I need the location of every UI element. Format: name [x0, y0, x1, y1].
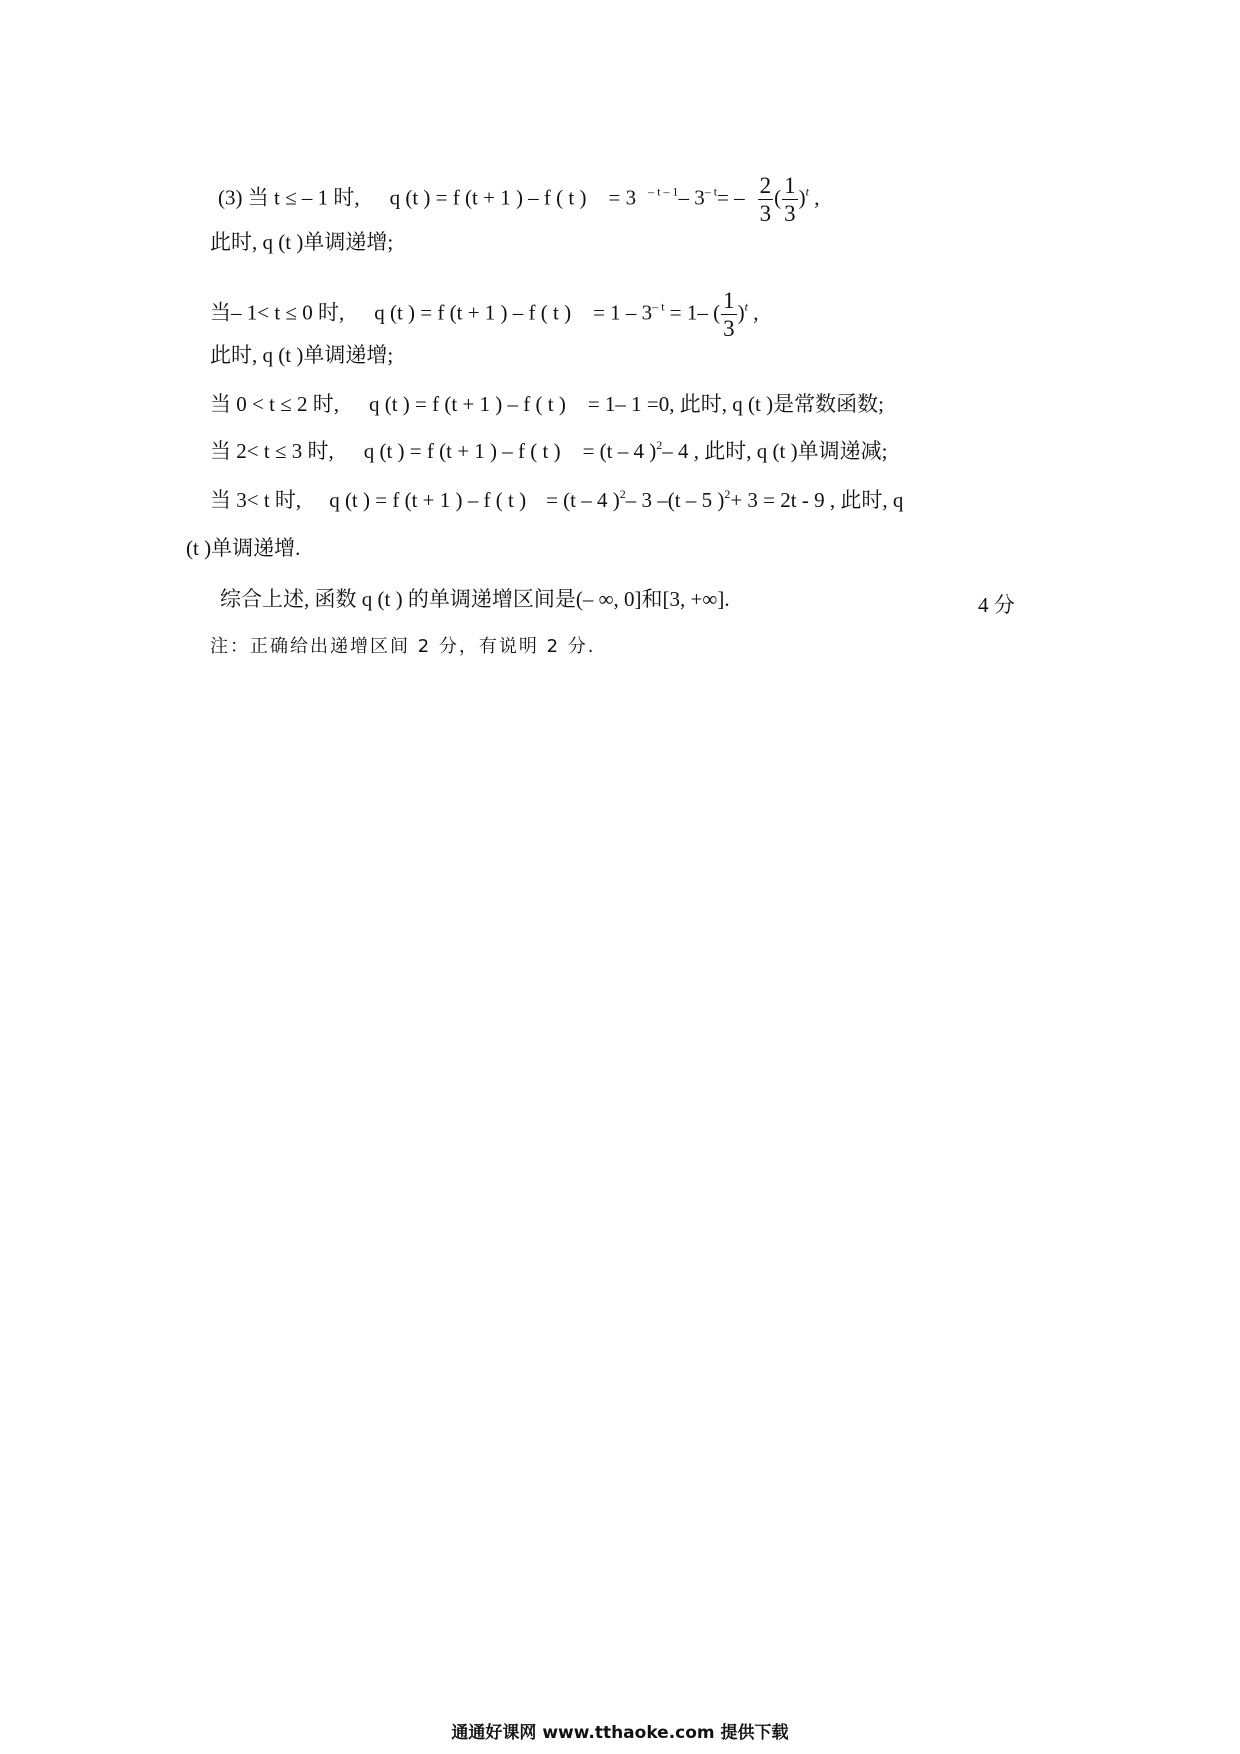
paren: )	[737, 300, 745, 325]
expression: q (t ) = f (t + 1 ) – f ( t )	[363, 439, 561, 463]
case-condition: 当 2< t ≤ 3 时,	[210, 439, 334, 463]
fraction: $\frac{1}{3}$	[784, 173, 796, 226]
case-condition: 当 3< t 时,	[210, 488, 302, 512]
fraction: $\frac{2}{3}$	[759, 173, 772, 226]
middle-text: – 3 –(t – 5 )	[625, 488, 725, 512]
solution-line-7	[210, 487, 904, 512]
middle-text: = 1– (	[664, 300, 721, 325]
paren: (	[774, 185, 782, 210]
paren: )	[798, 185, 806, 210]
grading-note: 注：正确给出递增区间 2 分，有说明 2 分.	[210, 636, 596, 657]
equals-text: = –	[717, 185, 745, 210]
solution-line-5	[210, 394, 884, 415]
solution-line-6	[210, 438, 888, 463]
expression: q (t ) = f (t + 1 ) – f ( t )	[389, 185, 587, 210]
solution-line-3	[210, 289, 758, 340]
exponent: 2	[724, 487, 731, 501]
exponent: t	[744, 299, 748, 314]
case-condition: (3) 当 t ≤ – 1 时,	[218, 185, 360, 210]
equals-text: = (t – 4 )	[546, 488, 620, 512]
solution-line-8: (t )单调递增.	[186, 536, 301, 560]
solution-line-4: 此时, q (t )单调递增;	[210, 343, 394, 367]
exponent: 2	[619, 487, 626, 501]
tail-text: = 1– 1 =0, 此时, q (t )是常数函数;	[587, 392, 884, 416]
expression: q (t ) = f (t + 1 ) – f ( t )	[368, 392, 566, 416]
fraction: $\frac{1}{3}$	[723, 288, 735, 341]
case-condition: 当– 1< t ≤ 0 时,	[210, 300, 345, 325]
equals-text: = (t – 4 )	[582, 439, 657, 463]
exponent: – t – 1	[648, 184, 679, 199]
equals-text: = 1 – 3	[593, 300, 653, 325]
exponent: 2	[656, 438, 663, 452]
tail-text: + 3 = 2t - 9 , 此时, q	[730, 488, 904, 512]
expression: q (t ) = f (t + 1 ) – f ( t )	[374, 300, 572, 325]
tail-text: – 4 , 此时, q (t )单调递减;	[662, 439, 888, 463]
expression: q (t ) = f (t + 1 ) – f ( t )	[329, 488, 527, 512]
middle-text: – 3	[678, 185, 705, 210]
exponent: – t	[704, 184, 718, 199]
exponent: – t	[652, 299, 665, 314]
equals-text: = 3	[608, 185, 637, 210]
tail-text: ,	[808, 185, 820, 210]
page-footer: 通通好课网 www.tthaoke.com 提供下载	[451, 1723, 789, 1743]
solution-line-1	[218, 174, 819, 225]
exponent: t	[805, 184, 809, 199]
solution-line-2: 此时, q (t )单调递增;	[210, 230, 394, 254]
conclusion-line: 综合上述, 函数 q (t ) 的单调递增区间是(– ∞, 0]和[3, +∞].	[220, 587, 730, 611]
tail-text: ,	[747, 300, 759, 325]
case-condition: 当 0 < t ≤ 2 时,	[210, 392, 339, 416]
score-label: 4 分	[978, 593, 1015, 617]
